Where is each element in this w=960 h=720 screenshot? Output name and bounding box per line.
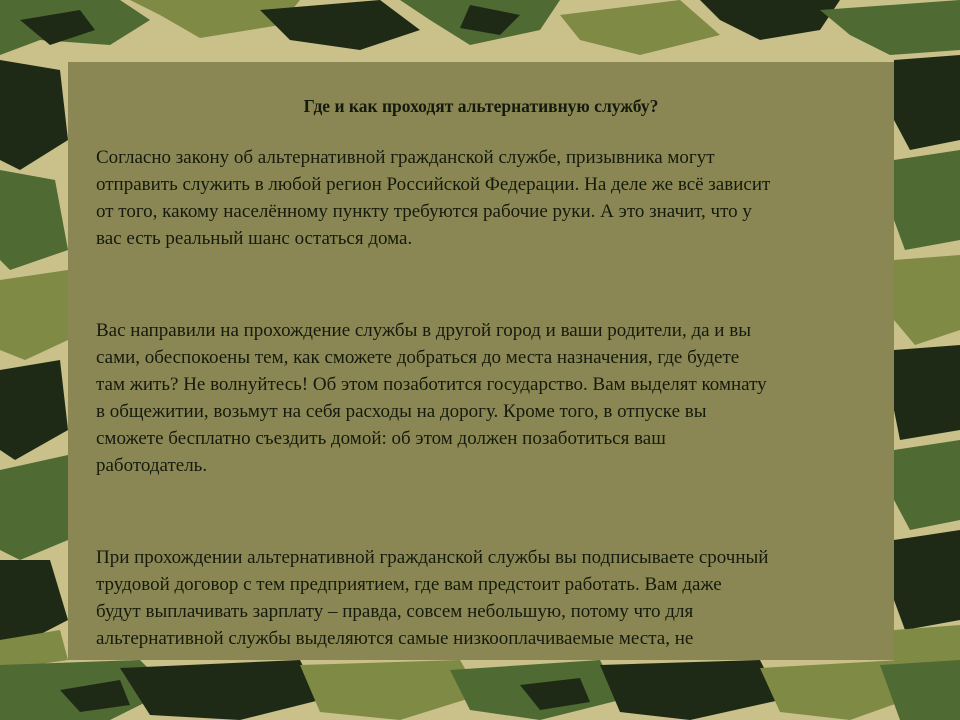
paragraph-3: При прохождении альтернативной гражданской службы вы подписываете срочный трудовой договор с тем предприятием, где вам предстоит работать. Вам даже будут выплачивать зарплату – правда, совсем небольшую, потому что для альтернативной службы выделяются самые низкооплачиваемые места, не <box>96 547 769 649</box>
slide-title: Где и как проходят альтернативную службу? <box>303 96 659 116</box>
paragraph-1: Согласно закону об альтернативной гражданской службе, призывника могут отправить служить в любой регион Российской Федерации. На деле же всё зависит от того, какому населённому пункту требуются рабочие руки. А это значит, что у вас есть реальный шанс остаться дома. <box>96 147 771 249</box>
text-panel <box>68 62 894 660</box>
paragraph-2: Вас направили на прохождение службы в другой город и ваши родители, да и вы сами, обеспокоены тем, как сможете добраться до места назначения, где будете там жить? Не волнуйтесь! Об этом позаботится государство. Вам выделят комнату в общежитии, возьмут на себя расходы на дорогу. Кроме того, в отпуске вы сможете бесплатно съездить домой: об этом должен позаботиться ваш работодатель. <box>96 320 767 476</box>
